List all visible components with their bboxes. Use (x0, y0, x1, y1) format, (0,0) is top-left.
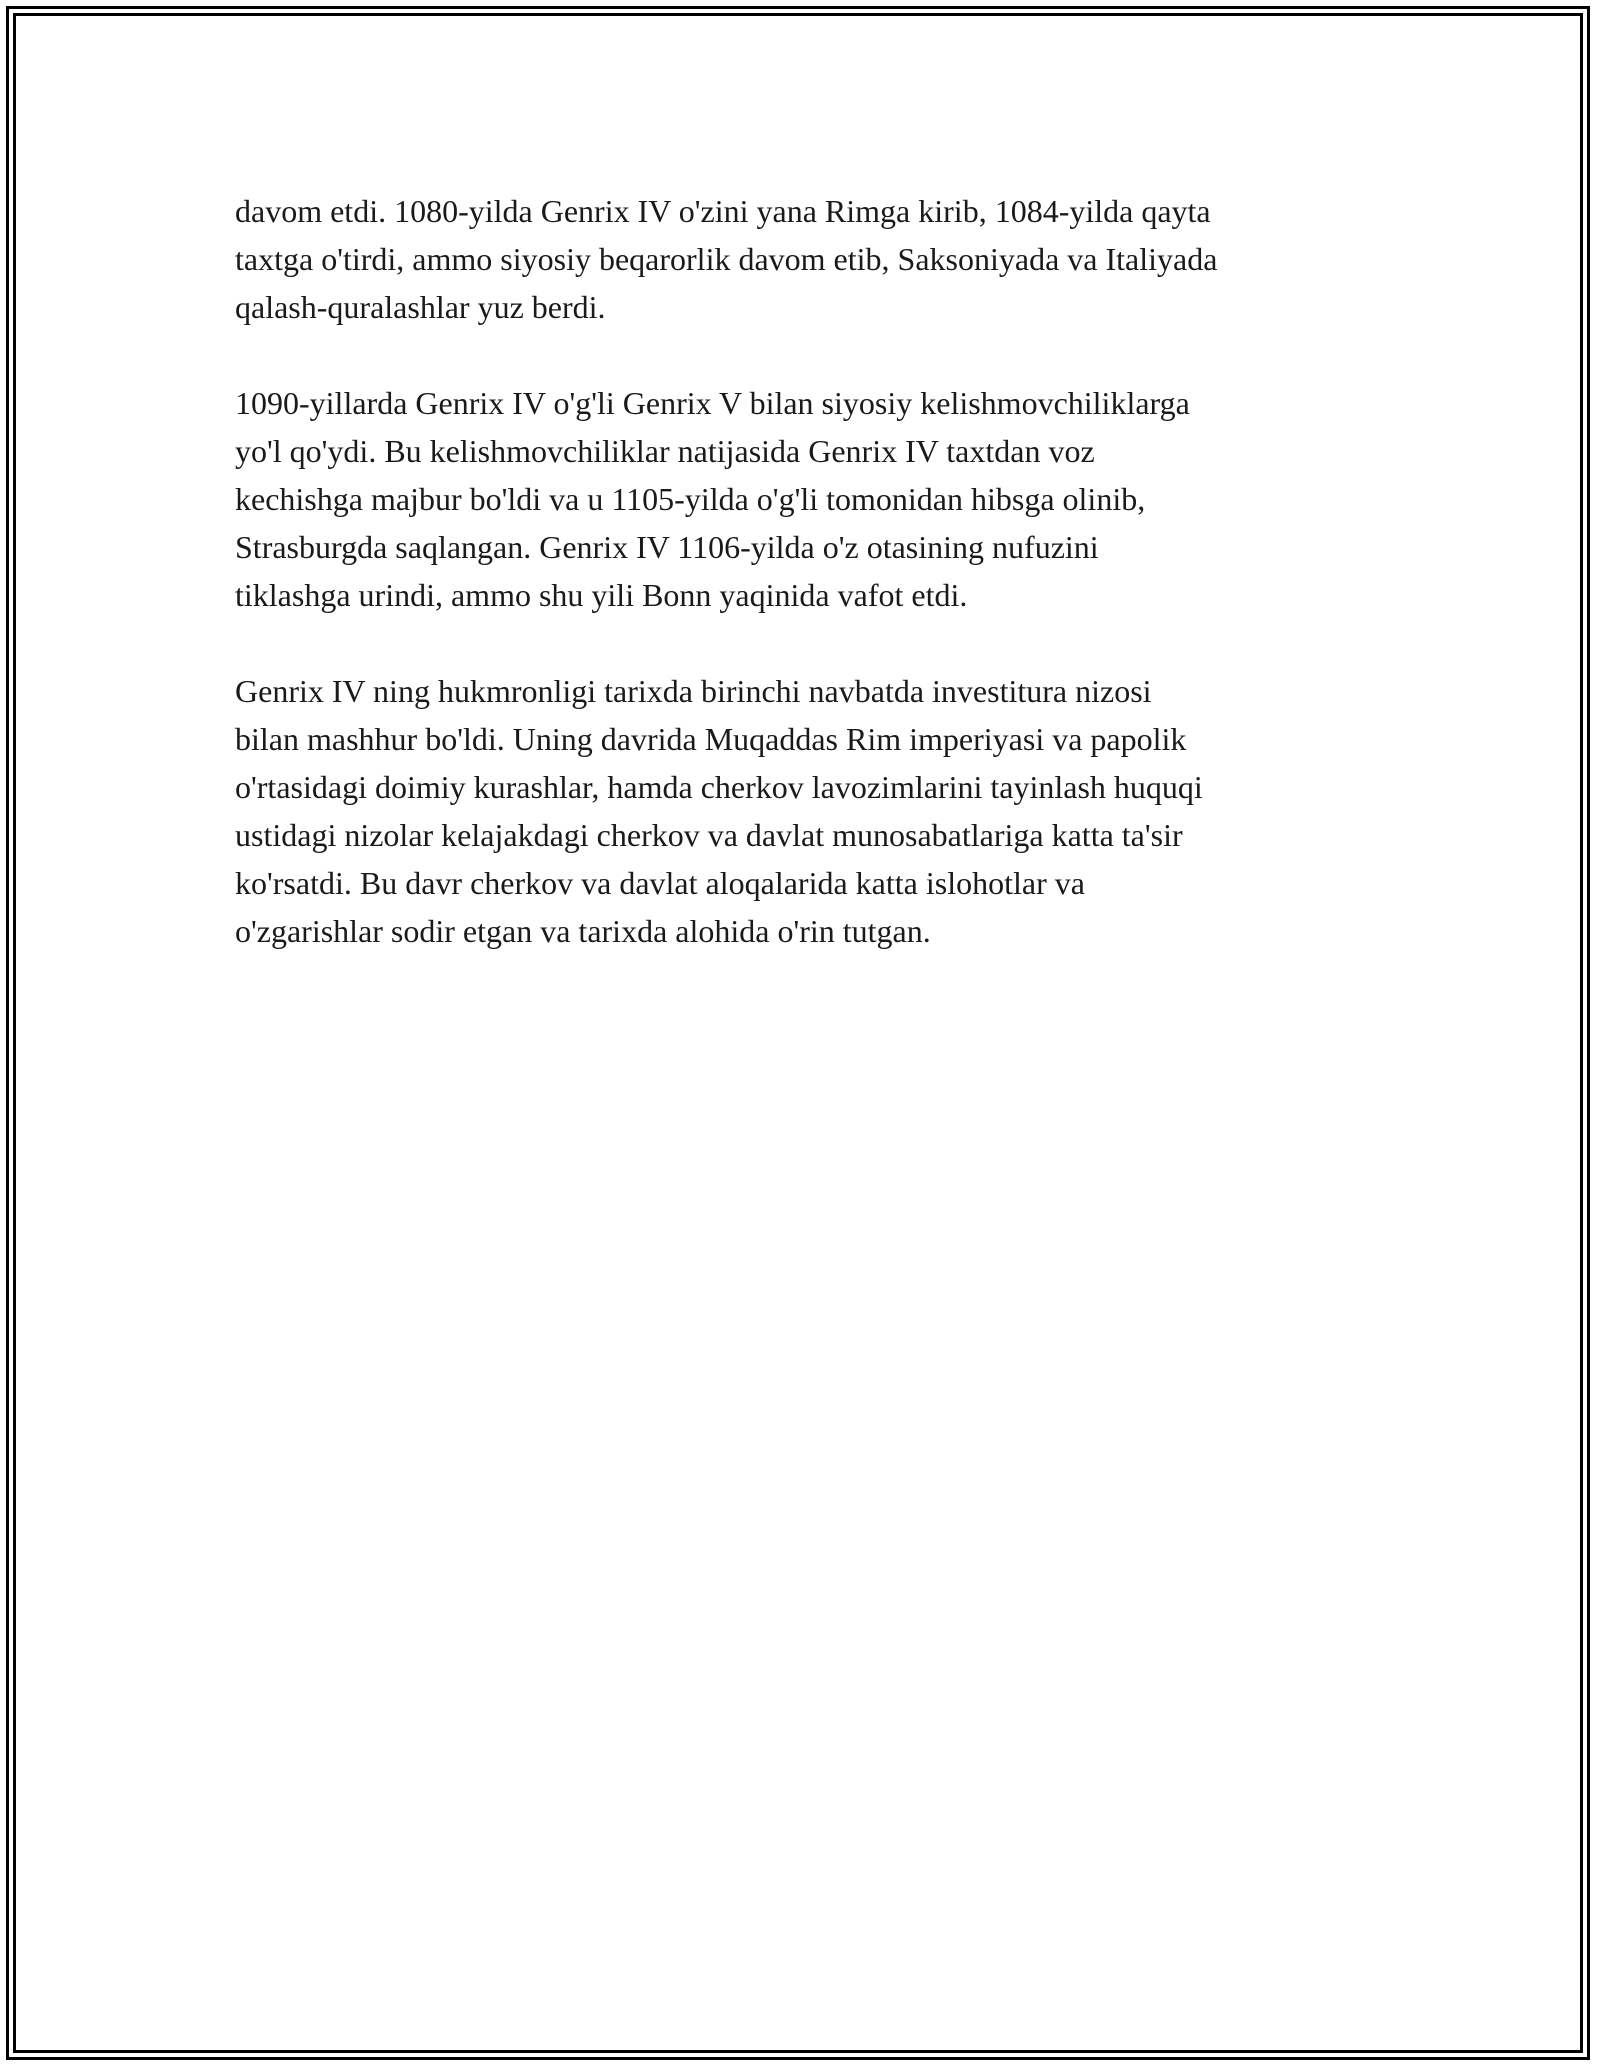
document-body (235, 187, 1375, 1003)
paragraph-1: davom etdi. 1080-yilda Genrix IV o'zini yana Rimga kirib, 1084-yilda qayta taxtga o'tirdi, ammo siyosiy beqarorlik davom etib, Saksoniyada va Italiyada qalash-quralashlar yuz berdi. (235, 193, 1218, 325)
paragraph-3: Genrix IV ning hukmronligi tarixda birinchi navbatda investitura nizosi bilan mashhur bo'ldi. Uning davrida Muqaddas Rim imperiyasi va papolik o'rtasidagi doimiy kurashlar, hamda cherkov lavozimlarini tayinlash huquqi ustidagi nizolar kelajakdagi cherkov va davlat munosabatlariga katta ta'sir ko'rsatdi. Bu davr cherkov va davlat aloqalarida katta islohotlar va o'zgarishlar sodir etgan va tarixda alohida o'rin tutgan. (235, 673, 1203, 949)
paragraph-2: 1090-yillarda Genrix IV o'g'li Genrix V bilan siyosiy kelishmovchiliklarga yo'l qo'ydi. Bu kelishmovchiliklar natijasida Genrix IV taxtdan voz kechishga majbur bo'ldi va u 1105-yilda o'g'li tomonidan hibsga olinib, Strasburgda saqlangan. Genrix IV 1106-yilda o'z otasining nufuzini tiklashga urindi, ammo shu yili Bonn yaqinida vafot etdi. (235, 385, 1190, 613)
